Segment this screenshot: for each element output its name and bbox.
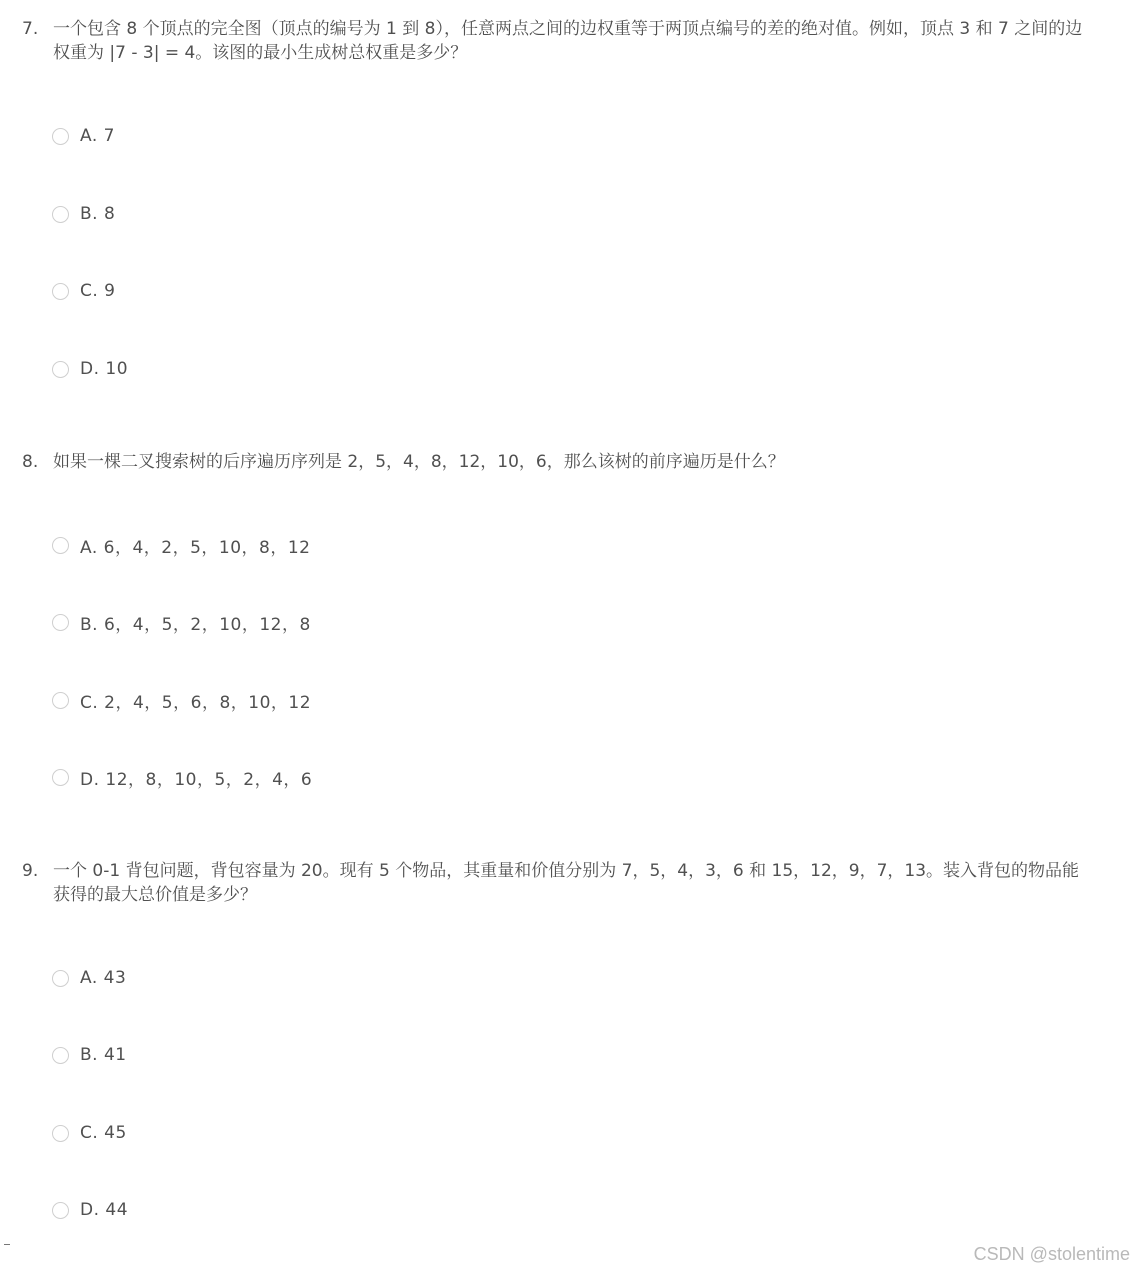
- radio-button[interactable]: [52, 206, 69, 223]
- radio-button[interactable]: [52, 769, 69, 786]
- question-9-option-c[interactable]: [52, 1121, 127, 1145]
- question-number: 9.: [22, 861, 39, 881]
- question-9-option-d[interactable]: [52, 1198, 128, 1222]
- question-8-option-c[interactable]: [52, 688, 311, 712]
- question-8-option-d[interactable]: [52, 765, 312, 789]
- question-7-option-b[interactable]: [52, 202, 115, 226]
- question-text: 一个 0-1 背包问题，背包容量为 20。现有 5 个物品，其重量和价值分别为 7，5，4，3，6 和 15，12，9，7，13。装入背包的物品能获得的最大总价值是多少？: [53, 861, 1080, 905]
- question-9-stem: [22, 859, 1092, 907]
- radio-button[interactable]: [52, 1202, 69, 1219]
- question-number: 8.: [22, 452, 39, 472]
- option-label: B. 41: [80, 1045, 127, 1065]
- option-label: D. 10: [80, 359, 129, 379]
- radio-button[interactable]: [52, 1047, 69, 1064]
- option-label: D. 44: [80, 1200, 129, 1220]
- question-7-option-c[interactable]: [52, 279, 116, 303]
- option-label: B. 6，4，5，2，10，12，8: [80, 614, 311, 635]
- option-label: B. 8: [80, 204, 116, 224]
- question-8-stem: [22, 450, 1092, 474]
- question-7-option-d[interactable]: [52, 357, 128, 381]
- radio-button[interactable]: [52, 970, 69, 987]
- question-number: 7.: [22, 19, 39, 39]
- edge-mark: [4, 1244, 10, 1245]
- radio-button[interactable]: [52, 537, 69, 554]
- question-text: 如果一棵二叉搜索树的后序遍历序列是 2，5，4，8，12，10，6，那么该树的前序遍历是什么？: [53, 452, 785, 472]
- radio-button[interactable]: [52, 614, 69, 631]
- question-text: 一个包含 8 个顶点的完全图（顶点的编号为 1 到 8），任意两点之间的边权重等于两顶点编号的差的绝对值。例如，顶点 3 和 7 之间的边权重为 |7 - 3| = 4。该图的最小生成树总权重是多少？: [53, 19, 1083, 63]
- question-8-option-a[interactable]: [52, 533, 310, 557]
- radio-button[interactable]: [52, 128, 69, 145]
- question-7-stem: [22, 17, 1092, 65]
- radio-button[interactable]: [52, 361, 69, 378]
- option-label: A. 6，4，2，5，10，8，12: [80, 537, 311, 558]
- question-9-option-b[interactable]: [52, 1043, 127, 1067]
- option-label: A. 43: [80, 968, 127, 988]
- option-label: C. 45: [80, 1123, 127, 1143]
- radio-button[interactable]: [52, 692, 69, 709]
- watermark: CSDN @stolentime: [973, 1244, 1130, 1264]
- option-label: C. 2，4，5，6，8，10，12: [80, 692, 312, 713]
- radio-button[interactable]: [52, 283, 69, 300]
- question-8-option-b[interactable]: [52, 610, 311, 634]
- option-label: D. 12，8，10，5，2，4，6: [80, 769, 313, 790]
- radio-button[interactable]: [52, 1125, 69, 1142]
- question-9-option-a[interactable]: [52, 966, 126, 990]
- question-7-option-a[interactable]: [52, 124, 115, 148]
- option-label: C. 9: [80, 281, 116, 301]
- option-label: A. 7: [80, 126, 115, 146]
